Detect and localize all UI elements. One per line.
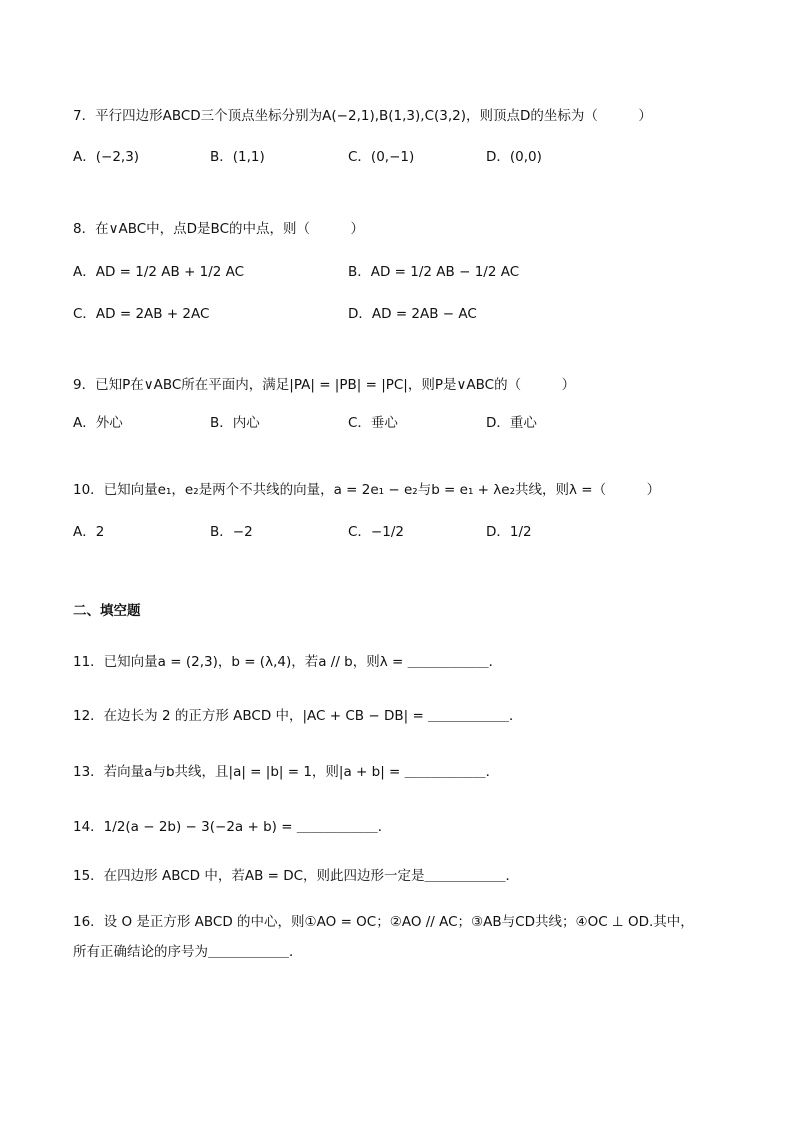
option-d: D．1/2	[486, 524, 532, 540]
question-11: 11．已知向量a = (2,3)，b = (λ,4)，若a // b，则λ = ＿＿＿＿＿＿．	[73, 654, 503, 670]
option-a: A．AD = 1/2 AB + 1/2 AC	[73, 264, 245, 280]
question-9: 9．已知P在∨ABC所在平面内，满足|PA| = |PB| = |PC|，则P是∨ABC的（ ）	[73, 377, 576, 393]
question-8-options-row-1	[73, 262, 753, 284]
option-a: A．(−2,3)	[73, 149, 140, 165]
option-c: C．−1/2	[348, 524, 404, 540]
question-16-line-2: 所有正确结论的序号为＿＿＿＿＿＿．	[73, 944, 303, 960]
question-10: 10．已知向量e₁，e₂是两个不共线的向量，a = 2e₁ − e₂与b = e₁ + λe₂共线，则λ =（ ）	[73, 482, 661, 498]
question-13: 13．若向量a与b共线，且|a| = |b| = 1，则|a + b| = ＿＿＿＿＿＿．	[73, 764, 500, 780]
option-d: D．(0,0)	[486, 149, 542, 165]
question-7-options	[73, 147, 753, 169]
option-b: B．−2	[210, 524, 253, 540]
question-8: 8．在∨ABC中，点D是BC的中点，则（ ）	[73, 221, 365, 237]
question-16-line-1: 16．设 O 是正方形 ABCD 的中心，则①AO = OC；②AO // AC；③AB与CD共线；④OC ⊥ OD.其中，	[73, 914, 694, 930]
option-c: C．(0,−1)	[348, 149, 415, 165]
option-b: B．内心	[210, 415, 260, 431]
option-d: D．重心	[486, 415, 537, 431]
question-12: 12．在边长为 2 的正方形 ABCD 中，|AC + CB − DB| = ＿＿＿＿＿＿．	[73, 708, 523, 724]
question-10-options	[73, 522, 753, 544]
question-8-options-row-2	[73, 304, 753, 326]
question-14: 14．1/2(a − 2b) − 3(−2a + b) = ＿＿＿＿＿＿．	[73, 819, 392, 835]
option-b: B．(1,1)	[210, 149, 265, 165]
option-c: C．垂心	[348, 415, 398, 431]
option-b: B．AD = 1/2 AB − 1/2 AC	[348, 264, 520, 280]
option-a: A．2	[73, 524, 105, 540]
question-7: 7．平行四边形ABCD三个顶点坐标分别为A(−2,1),B(1,3),C(3,2)，则顶点D的坐标为（ ）	[73, 108, 652, 124]
question-15: 15．在四边形 ABCD 中，若AB = DC，则此四边形一定是＿＿＿＿＿＿．	[73, 868, 520, 884]
option-c: C．AD = 2AB + 2AC	[73, 306, 210, 322]
option-a: A．外心	[73, 415, 123, 431]
option-d: D．AD = 2AB − AC	[348, 306, 477, 322]
section-heading: 二、填空题	[73, 603, 141, 619]
question-9-options	[73, 413, 753, 435]
